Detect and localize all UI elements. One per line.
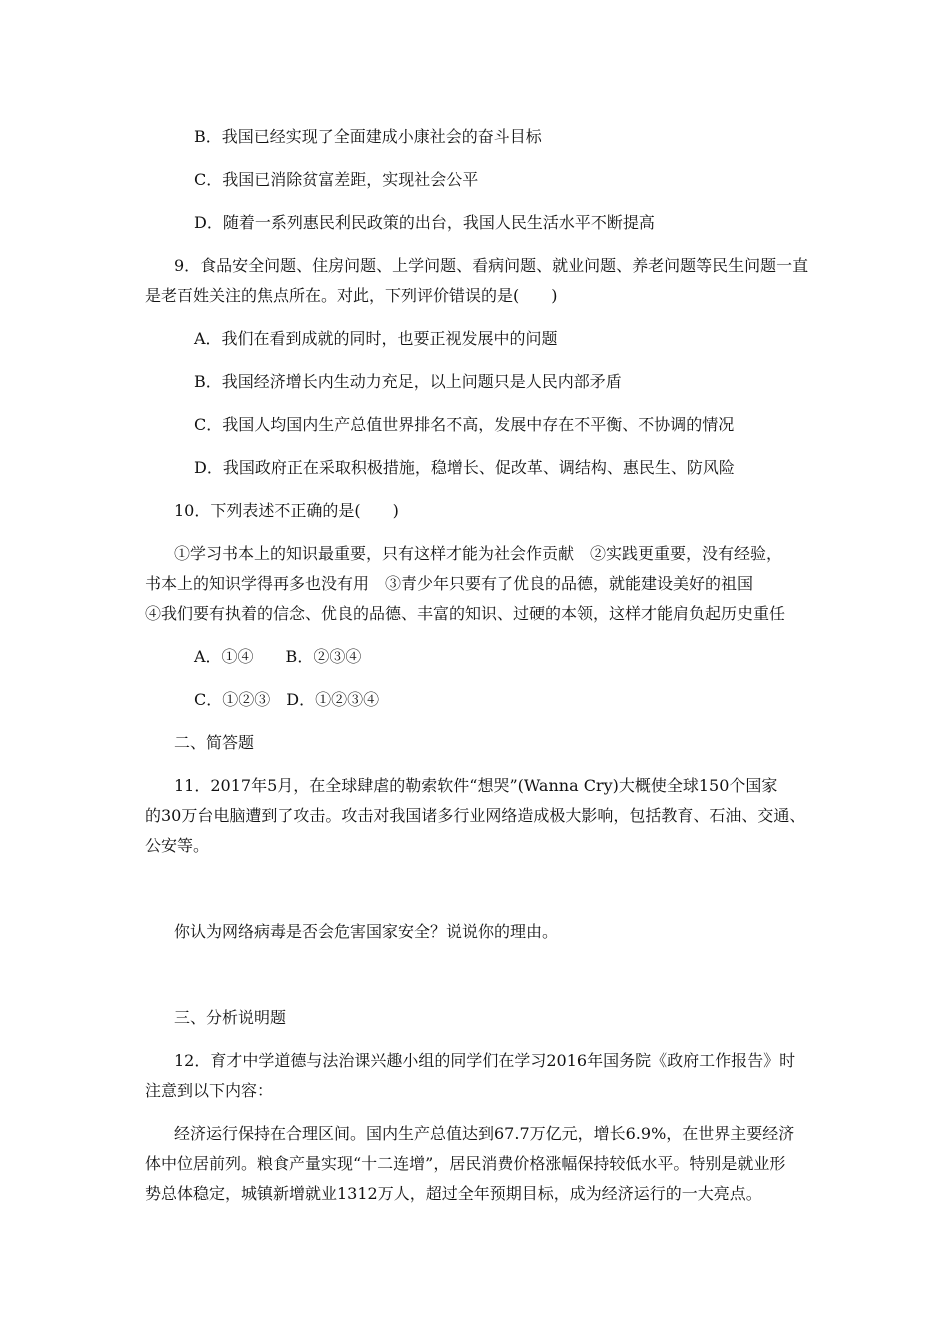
q9-option-d: D．我国政府正在采取积极措施，稳增长、促改革、调结构、惠民生、防风险: [194, 458, 735, 477]
q8-option-c: C．我国已消除贫富差距，实现社会公平: [194, 170, 479, 189]
q9-stem-line2: 是老百姓关注的焦点所在。对此，下列评价错误的是( ): [145, 286, 558, 305]
q12-material-line1: 经济运行保持在合理区间。国内生产总值达到67.7万亿元，增长6.9%，在世界主要经济: [174, 1124, 795, 1143]
q12-stem-line1: 12．育才中学道德与法治课兴趣小组的同学们在学习2016年国务院《政府工作报告》时: [174, 1051, 796, 1070]
q10-statement-line2: 书本上的知识学得再多也没有用 ③青少年只要有了优良的品德，就能建设美好的祖国: [145, 574, 754, 593]
q10-options-row2: C．①②③ D．①②③④: [194, 690, 380, 709]
q9-option-a: A．我们在看到成就的同时，也要正视发展中的问题: [194, 329, 558, 348]
q9-option-b: B．我国经济增长内生动力充足，以上问题只是人民内部矛盾: [194, 372, 622, 391]
q10-options-row1: A．①④ B．②③④: [194, 647, 362, 666]
q12-material-line3: 势总体稳定，城镇新增就业1312万人，超过全年预期目标，成为经济运行的一大亮点。: [145, 1184, 762, 1203]
section-heading-short-answer: 二、简答题: [174, 733, 255, 752]
q9-stem-line1: 9．食品安全问题、住房问题、上学问题、看病问题、就业问题、养老问题等民生问题一直: [174, 256, 809, 275]
q12-material-line2: 体中位居前列。粮食产量实现“十二连增”，居民消费价格涨幅保持较低水平。特别是就业形: [145, 1154, 786, 1173]
q11-stem-line1: 11．2017年5月，在全球肆虐的勒索软件“想哭”(Wanna Cry)大概使全球150个国家: [174, 776, 778, 795]
q11-question: 你认为网络病毒是否会危害国家安全？说说你的理由。: [174, 922, 559, 941]
q8-option-b: B．我国已经实现了全面建成小康社会的奋斗目标: [194, 127, 542, 146]
q10-statement-line3: ④我们要有执着的信念、优良的品德、丰富的知识、过硬的本领，这样才能肩负起历史重任: [145, 604, 786, 623]
q11-stem-line3: 公安等。: [145, 836, 210, 855]
section-heading-analysis: 三、分析说明题: [174, 1008, 287, 1027]
q8-option-d: D．随着一系列惠民利民政策的出台，我国人民生活水平不断提高: [194, 213, 655, 232]
q9-option-c: C．我国人均国内生产总值世界排名不高，发展中存在不平衡、不协调的情况: [194, 415, 735, 434]
q12-stem-line2: 注意到以下内容：: [145, 1081, 274, 1100]
q10-stem: 10．下列表述不正确的是( ): [174, 501, 399, 520]
q10-statement-line1: ①学习书本上的知识最重要，只有这样才能为社会作贡献 ②实践更重要，没有经验，: [174, 544, 783, 563]
q11-stem-line2: 的30万台电脑遭到了攻击。攻击对我国诸多行业网络造成极大影响，包括教育、石油、交通、: [145, 806, 806, 825]
